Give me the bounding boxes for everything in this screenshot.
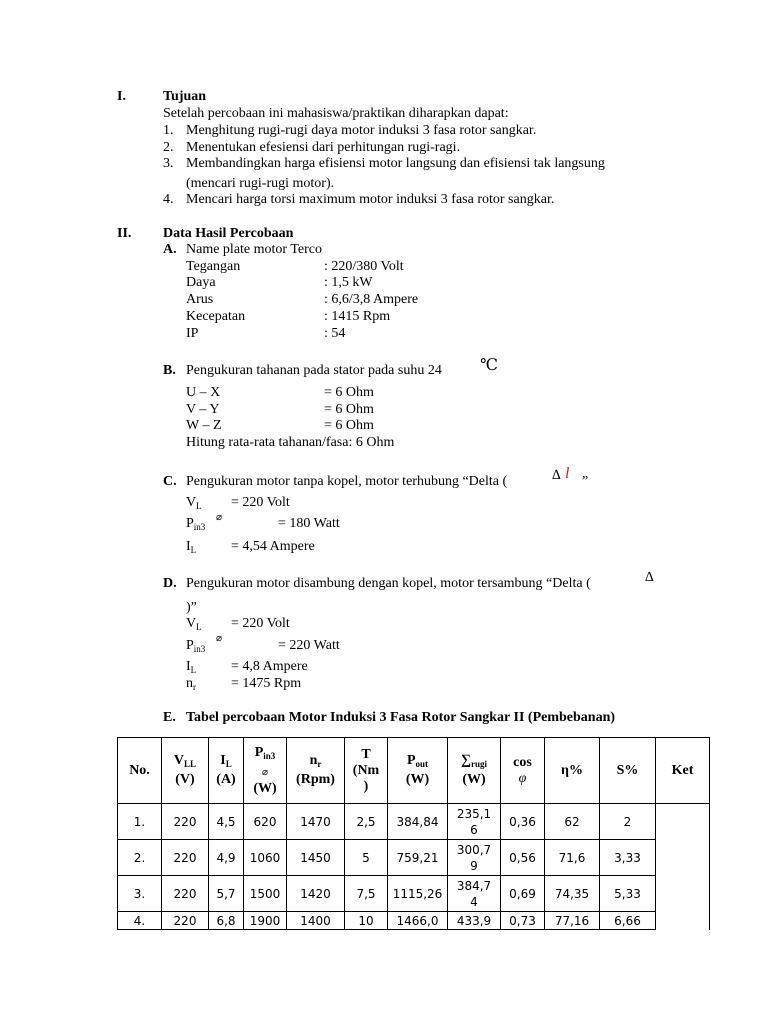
pin-label: $P_{in3}$ — [186, 516, 206, 532]
nameplate-key: Tegangan — [186, 259, 241, 274]
cell-cos-phi: 0,36 — [501, 804, 545, 840]
cell-no: 4. — [118, 912, 162, 930]
cell-cos-phi: 0,73 — [501, 912, 545, 930]
header-nr: $n_r$ (Rpm) — [287, 738, 345, 804]
resistance-value: = 6 Ohm — [324, 402, 374, 417]
nameplate-value: : 1415 Rpm — [324, 309, 391, 324]
phi-symbol: ⌀ — [216, 633, 223, 644]
cell-pin: 620 — [244, 804, 287, 840]
delta-symbol: ∆ — [552, 468, 561, 483]
header-pin: $P_{in3}$ ⌀ (W) — [244, 738, 287, 804]
cell-slip: 3,33 — [600, 840, 656, 876]
cell-cos-phi: 0,56 — [501, 840, 545, 876]
delta-symbol: ∆ — [645, 570, 654, 585]
cell-ket — [656, 804, 710, 930]
header-no: No. — [118, 738, 162, 804]
cell-efficiency: 62 — [545, 804, 600, 840]
resistance-key: W – Z — [186, 418, 222, 433]
objective-number: 1. — [163, 123, 174, 138]
nameplate-value: : 1,5 kW — [324, 275, 373, 290]
section-1-number: I. — [117, 89, 126, 104]
resistance-average-note: Hitung rata-rata tahanan/fasa: 6 Ohm — [186, 435, 395, 450]
il-value: = 4,54 Ampere — [231, 539, 315, 554]
table-row — [118, 840, 710, 876]
resistance-key: U – X — [186, 385, 221, 400]
cell-pin: 1500 — [244, 876, 287, 912]
objective-text: Mencari harga torsi maximum motor induksi 3 fasa rotor sangkar. — [186, 192, 555, 207]
header-pout: $P_{out}$ (W) — [388, 738, 448, 804]
cell-pin: 1900 — [244, 912, 287, 930]
objective-number: 3. — [163, 156, 174, 171]
cell-losses: 384,7 4 — [448, 876, 501, 912]
vl-label: $V_L$ — [186, 616, 202, 632]
table-row — [118, 876, 710, 912]
header-slip: S% — [600, 738, 656, 804]
objective-text: Menghitung rugi-rugi daya motor induksi 3 fasa rotor sangkar. — [186, 123, 537, 138]
pin-label: $P_{in3}$ — [186, 638, 206, 654]
pin-value: = 220 Watt — [278, 638, 340, 653]
nr-label: $n_r$ — [186, 676, 196, 692]
vl-value: = 220 Volt — [231, 495, 290, 510]
cell-slip: 5,33 — [600, 876, 656, 912]
resistance-value: = 6 Ohm — [324, 418, 374, 433]
cell-voltage: 220 — [162, 840, 209, 876]
cell-torque: 10 — [345, 912, 388, 930]
il-label: $I_L$ — [186, 539, 197, 555]
section-2-number: II. — [117, 226, 132, 241]
cell-efficiency: 71,6 — [545, 840, 600, 876]
section-2-title: Data Hasil Percobaan — [163, 226, 294, 241]
nameplate-value: : 220/380 Volt — [324, 259, 404, 274]
cell-voltage: 220 — [162, 912, 209, 930]
cell-slip: 2 — [600, 804, 656, 840]
closing-quote: ” — [582, 474, 589, 489]
cell-current: 5,7 — [209, 876, 244, 912]
cell-efficiency: 74,35 — [545, 876, 600, 912]
header-cos-phi: cos φ — [501, 738, 545, 804]
table-row — [118, 912, 710, 930]
subsection-e-letter: E. — [163, 710, 176, 725]
header-losses: $\sum_{rugi}$ (W) — [448, 738, 501, 804]
header-il: $I_L$ (A) — [209, 738, 244, 804]
cell-torque: 5 — [345, 840, 388, 876]
objective-number: 4. — [163, 192, 174, 207]
cell-voltage: 220 — [162, 876, 209, 912]
subsection-d-title: Pengukuran motor disambung dengan kopel, motor tersambung “Delta ( — [186, 576, 591, 591]
cell-torque: 7,5 — [345, 876, 388, 912]
cell-current: 6,8 — [209, 912, 244, 930]
nameplate-key: IP — [186, 326, 199, 341]
cell-pout: 384,84 — [388, 804, 448, 840]
table-row — [118, 804, 710, 840]
subsection-c-letter: C. — [163, 474, 177, 489]
phi-symbol: ⌀ — [216, 512, 223, 523]
cell-losses: 433,9 — [448, 912, 501, 930]
header-efficiency: η% — [545, 738, 600, 804]
objective-text: Membandingkan harga efisiensi motor langsung dan efisiensi tak langsung — [186, 156, 605, 171]
load-test-table — [117, 737, 710, 930]
subsection-c-title: Pengukuran motor tanpa kopel, motor terhubung “Delta ( — [186, 474, 508, 489]
vl-value: = 220 Volt — [231, 616, 290, 631]
handwritten-l-mark: l — [565, 465, 570, 482]
header-ket: Ket — [656, 738, 710, 804]
header-torque: T (Nm ) — [345, 738, 388, 804]
cell-current: 4,9 — [209, 840, 244, 876]
cell-torque: 2,5 — [345, 804, 388, 840]
cell-pin: 1060 — [244, 840, 287, 876]
cell-no: 1. — [118, 804, 162, 840]
subsection-e-title: Tabel percobaan Motor Induksi 3 Fasa Rotor Sangkar II (Pembebanan) — [186, 710, 616, 725]
subsection-b-title: Pengukuran tahanan pada stator pada suhu 24 — [186, 363, 442, 378]
subsection-a-title: Name plate motor Terco — [186, 242, 322, 257]
cell-losses: 235,1 6 — [448, 804, 501, 840]
nameplate-key: Daya — [186, 275, 216, 290]
table-header-row — [118, 738, 710, 804]
resistance-value: = 6 Ohm — [324, 385, 374, 400]
cell-cos-phi: 0,69 — [501, 876, 545, 912]
cell-pout: 1115,26 — [388, 876, 448, 912]
objective-text-continued: (mencari rugi-rugi motor). — [186, 176, 335, 191]
subsection-d-letter: D. — [163, 576, 177, 591]
cell-speed: 1420 — [287, 876, 345, 912]
cell-pout: 1466,0 — [388, 912, 448, 930]
pin-value: = 180 Watt — [278, 516, 340, 531]
cell-no: 3. — [118, 876, 162, 912]
cell-losses: 300,7 9 — [448, 840, 501, 876]
cell-speed: 1470 — [287, 804, 345, 840]
subsection-b-letter: B. — [163, 363, 176, 378]
cell-speed: 1450 — [287, 840, 345, 876]
section-1-title: Tujuan — [163, 89, 207, 104]
vl-label: $V_L$ — [186, 495, 202, 511]
objective-text: Menentukan efesiensi dari perhitungan rugi-ragi. — [186, 140, 461, 155]
cell-slip: 6,66 — [600, 912, 656, 930]
nameplate-key: Kecepatan — [186, 309, 246, 324]
nr-value: = 1475 Rpm — [231, 676, 302, 691]
closing-quote: )” — [186, 600, 197, 615]
cell-speed: 1400 — [287, 912, 345, 930]
header-vll: $V_{LL}$ (V) — [162, 738, 209, 804]
il-value: = 4,8 Ampere — [231, 659, 308, 674]
cell-current: 4,5 — [209, 804, 244, 840]
objective-number: 2. — [163, 140, 174, 155]
subsection-a-letter: A. — [163, 242, 177, 257]
nameplate-key: Arus — [186, 292, 214, 307]
cell-no: 2. — [118, 840, 162, 876]
cell-efficiency: 77,16 — [545, 912, 600, 930]
celsius-symbol: ℃ — [480, 357, 498, 374]
nameplate-value: : 54 — [324, 326, 346, 341]
cell-pout: 759,21 — [388, 840, 448, 876]
nameplate-value: : 6,6/3,8 Ampere — [324, 292, 419, 307]
cell-voltage: 220 — [162, 804, 209, 840]
il-label: $I_L$ — [186, 659, 197, 675]
resistance-key: V – Y — [186, 402, 220, 417]
section-1-intro: Setelah percobaan ini mahasiswa/praktikan diharapkan dapat: — [163, 106, 509, 121]
